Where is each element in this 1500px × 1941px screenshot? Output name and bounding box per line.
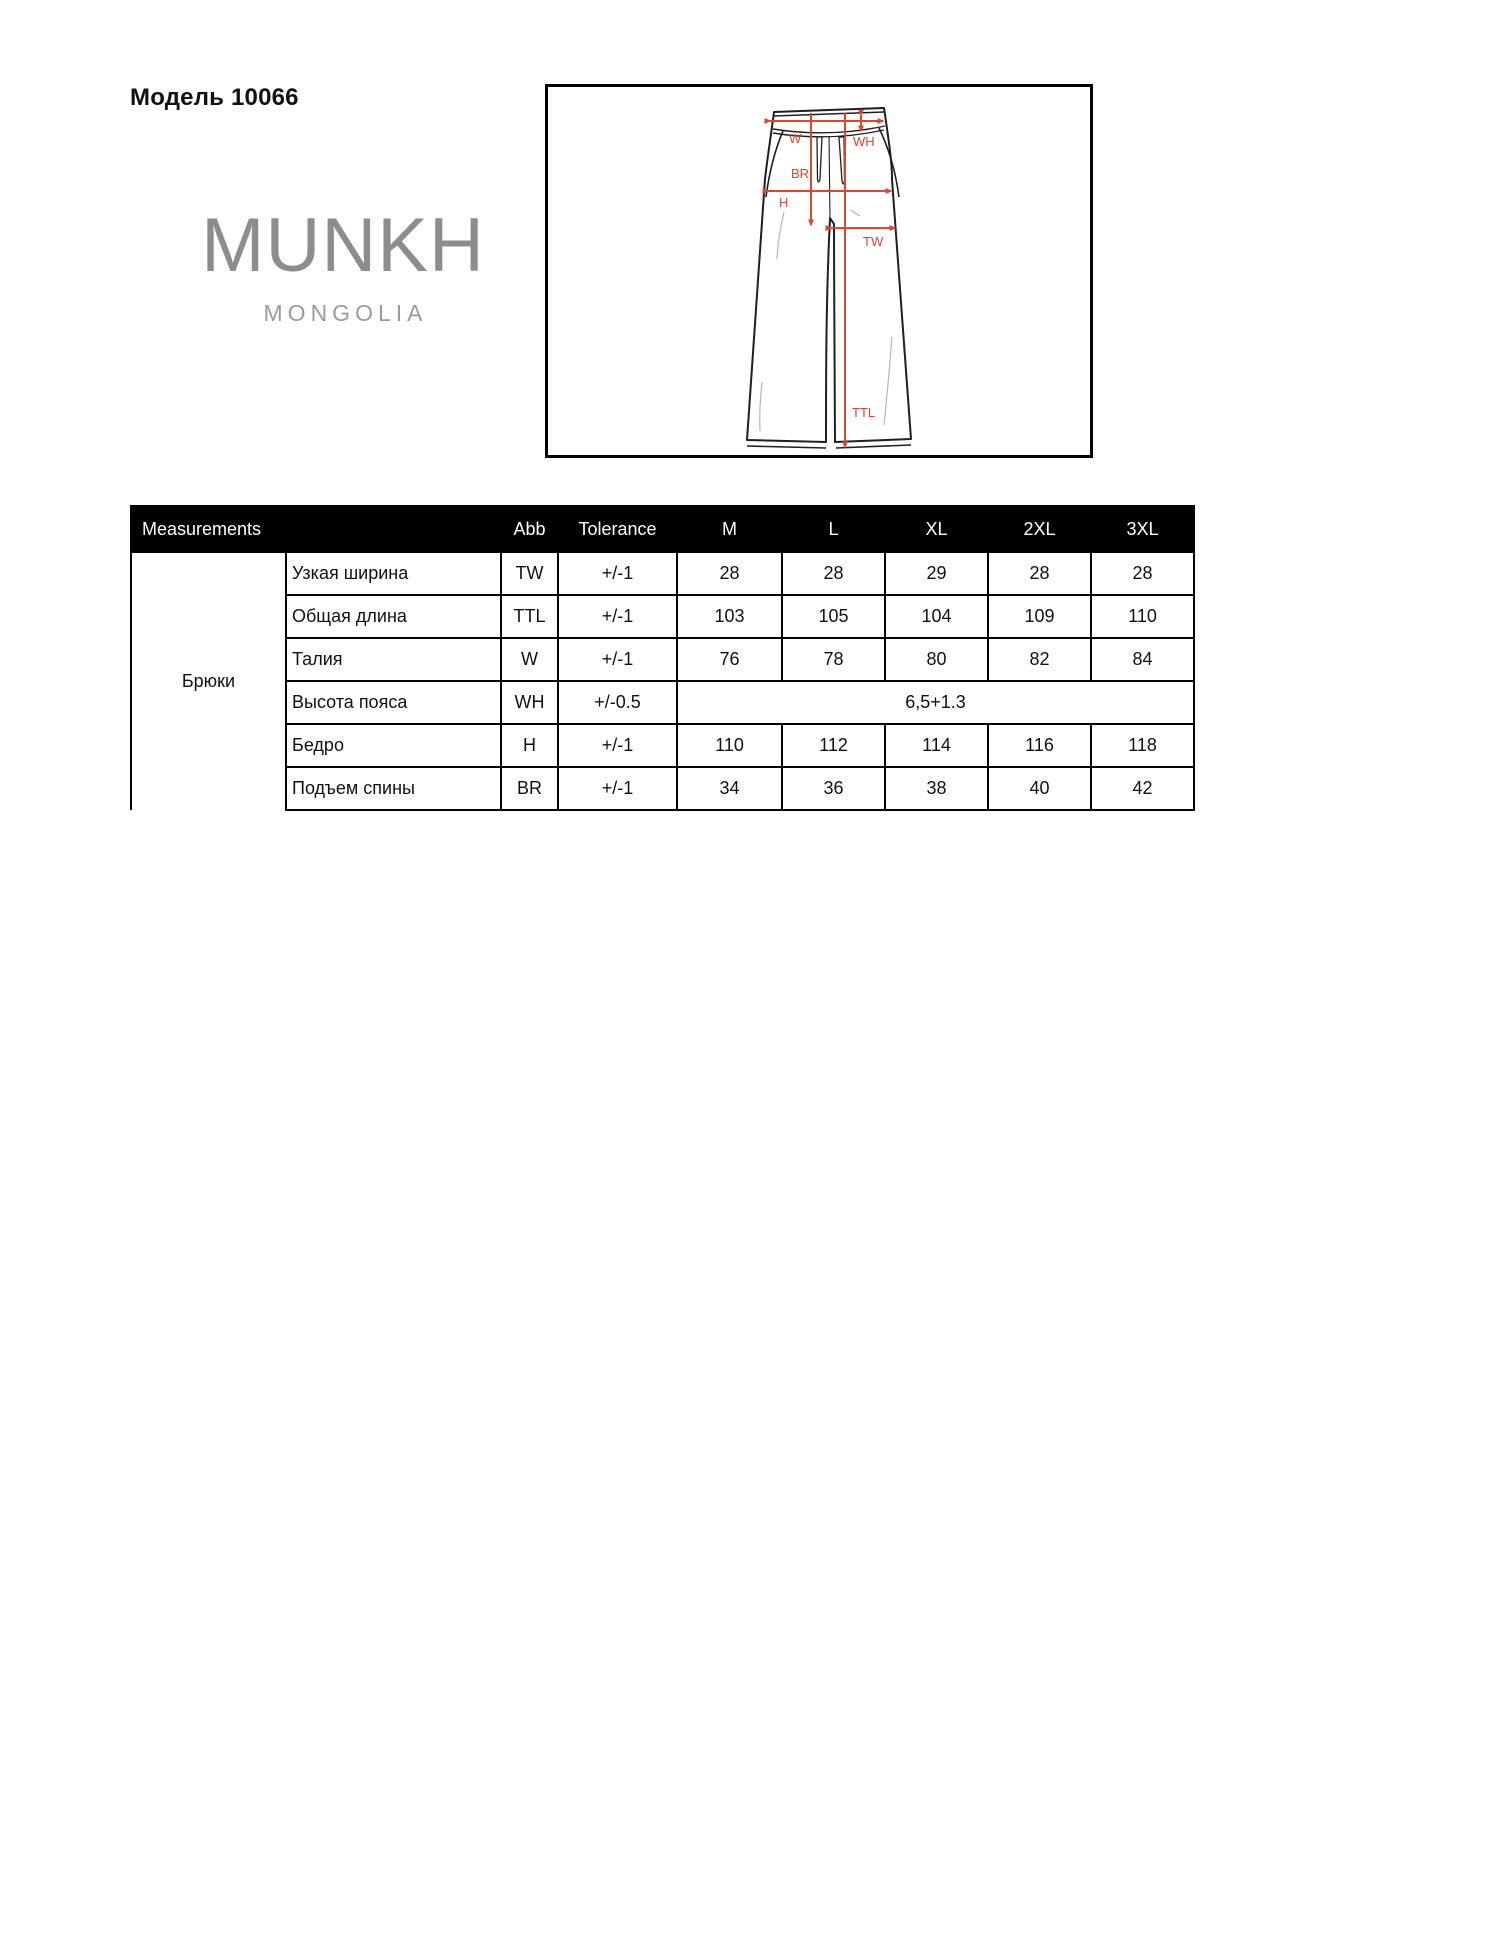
cell-tolerance: +/-1 [558,552,677,595]
cell-value: 116 [988,724,1091,767]
cell-abb: BR [501,767,558,810]
cell-value: 38 [885,767,988,810]
header-size-l: L [782,506,885,552]
header-size-3xl: 3XL [1091,506,1194,552]
label-wh: WH [853,134,875,149]
cell-abb: W [501,638,558,681]
cell-value: 104 [885,595,988,638]
cell-value: 29 [885,552,988,595]
cell-value: 105 [782,595,885,638]
cell-name: Узкая ширина [286,552,501,595]
table-row [131,767,1194,810]
cell-tolerance: +/-0.5 [558,681,677,724]
label-h: H [779,195,789,210]
cell-value: 42 [1091,767,1194,810]
cell-abb: WH [501,681,558,724]
cell-value: 82 [988,638,1091,681]
label-br: BR [791,166,810,181]
group-cell: Брюки [131,552,286,810]
cell-value: 110 [677,724,782,767]
cell-tolerance: +/-1 [558,767,677,810]
header-tolerance: Tolerance [558,506,677,552]
table-row [131,552,1194,595]
cell-value: 36 [782,767,885,810]
cell-value: 40 [988,767,1091,810]
table-row [131,638,1194,681]
table-row [131,595,1194,638]
cell-name: Общая длина [286,595,501,638]
cell-abb: TW [501,552,558,595]
cell-tolerance: +/-1 [558,595,677,638]
cell-value: 112 [782,724,885,767]
label-tw: TW [863,234,884,249]
brand-logo [183,203,503,327]
cell-value: 118 [1091,724,1194,767]
brand-name: MUNKH [201,203,485,288]
cell-value: 84 [1091,638,1194,681]
table-row [131,681,1194,724]
pants-diagram-frame [545,84,1093,458]
cell-value: 110 [1091,595,1194,638]
cell-value: 28 [677,552,782,595]
header-measurements: Measurements [131,506,501,552]
header-size-m: M [677,506,782,552]
cell-value: 34 [677,767,782,810]
cell-name: Подъем спины [286,767,501,810]
cell-name: Высота пояса [286,681,501,724]
cell-abb: TTL [501,595,558,638]
cell-value: 78 [782,638,885,681]
cell-tolerance: +/-1 [558,638,677,681]
brand-subtitle: MONGOLIA [263,300,428,326]
label-ttl: TTL [852,405,876,420]
cell-value: 28 [1091,552,1194,595]
table-row [131,724,1194,767]
header-size-2xl: 2XL [988,506,1091,552]
cell-value: 28 [782,552,885,595]
hem-cuffs [747,445,911,448]
cell-abb: H [501,724,558,767]
cell-value: 103 [677,595,782,638]
header-size-xl: XL [885,506,988,552]
cell-value: 76 [677,638,782,681]
table-header-row [131,506,1194,552]
cell-name: Талия [286,638,501,681]
cell-name: Бедро [286,724,501,767]
page-title: Модель 10066 [130,84,299,111]
cell-value: 109 [988,595,1091,638]
cell-merged-value: 6,5+1.3 [677,681,1194,724]
pants-sketch [548,87,1090,455]
cell-value: 28 [988,552,1091,595]
header-abb: Abb [501,506,558,552]
cell-value: 80 [885,638,988,681]
label-w: W [789,131,802,146]
cell-value: 114 [885,724,988,767]
size-table [130,505,1195,811]
cell-tolerance: +/-1 [558,724,677,767]
